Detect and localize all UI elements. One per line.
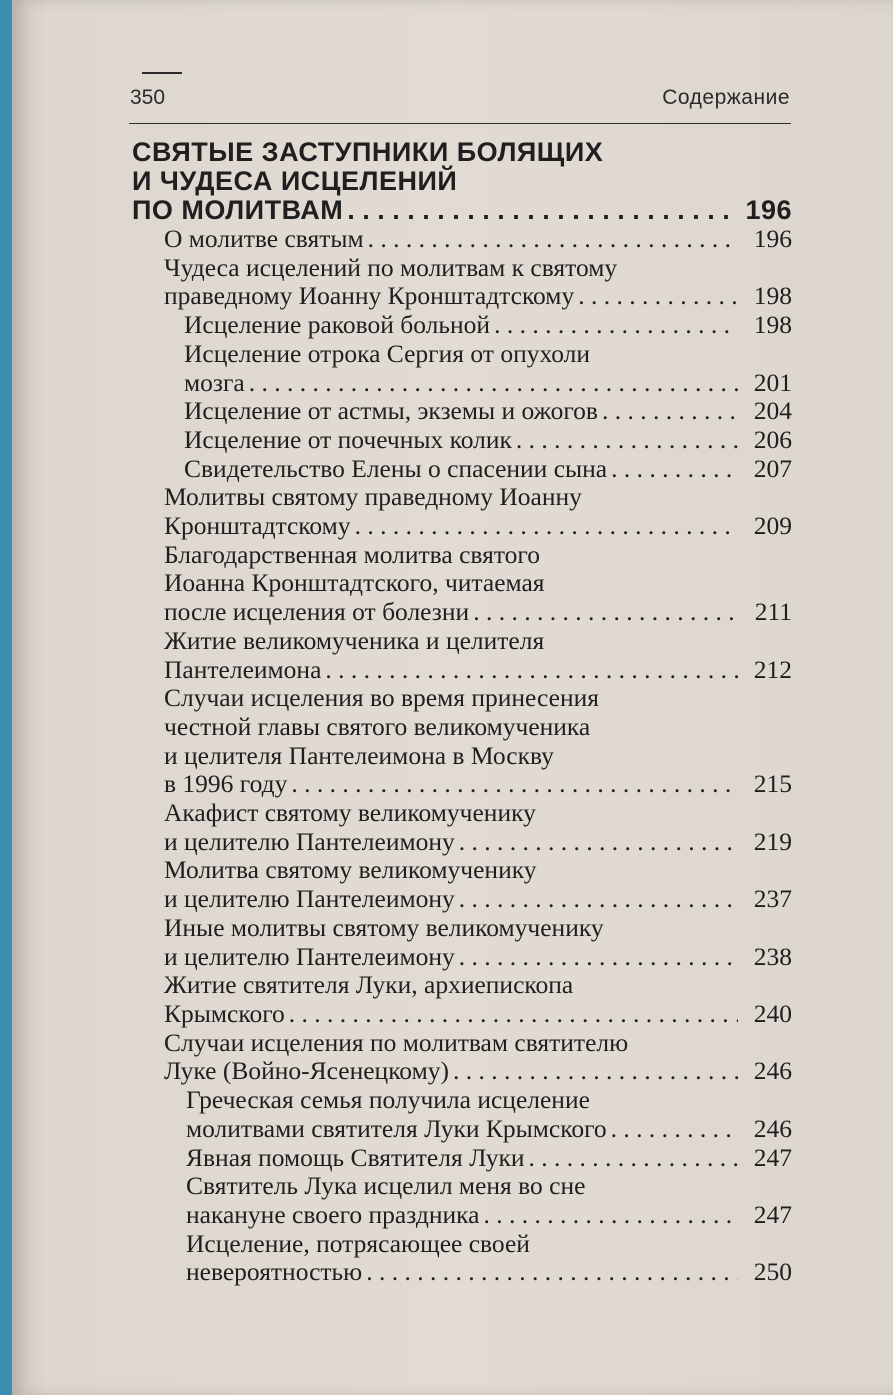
toc-entry-page-number: 215	[753, 769, 792, 799]
toc-entry-text: Житие святителя Луки, архиепископа	[164, 970, 574, 1000]
section-page-number: 196	[745, 195, 792, 225]
toc-entry-page-number: 247	[753, 1199, 792, 1229]
toc-entry-text: Исцеление, потрясающее своей	[186, 1228, 530, 1258]
toc-entry-text: и целителю Пантелеимону	[164, 884, 455, 914]
toc-entry-line	[184, 455, 792, 484]
toc-entry	[132, 541, 792, 627]
toc-entry-page-number: 240	[753, 998, 792, 1028]
toc-entry-line	[164, 971, 792, 1000]
section-title-line: СВЯТЫЕ ЗАСТУПНИКИ БОЛЯЩИХ	[132, 137, 604, 167]
toc-entry	[132, 1230, 792, 1287]
toc-entry-text: в 1996 году	[164, 769, 288, 799]
toc-entry-text: Явная помощь Святителя Луки	[186, 1142, 525, 1172]
toc-entry-line	[164, 856, 792, 885]
toc-entry-text: Крымского	[164, 998, 285, 1028]
toc-entry-text: Случаи исцеления во время принесения	[164, 683, 599, 713]
book-page	[12, 0, 893, 1395]
toc-entry-line	[164, 914, 792, 943]
toc-entry-page-number: 238	[753, 941, 792, 971]
toc-entry-text: мозга	[184, 367, 245, 397]
toc-entry-text: молитвами святителя Луки Крымского	[186, 1113, 607, 1143]
toc-entry-text: невероятностью	[186, 1257, 363, 1287]
toc-entry-page-number: 201	[753, 367, 792, 397]
toc-entry-page-number: 247	[753, 1142, 792, 1172]
toc-entry-line	[184, 340, 792, 369]
toc-entry-text: Исцеление от астмы, экземы и ожогов	[184, 396, 598, 426]
toc-entry-line	[184, 397, 792, 426]
dot-leader	[611, 455, 738, 484]
dot-leader	[366, 1258, 738, 1287]
toc-entry	[132, 483, 792, 540]
toc-entry-text: накануне своего праздника	[186, 1199, 480, 1229]
toc-entry	[132, 856, 792, 913]
toc-entry-line	[164, 1057, 792, 1086]
toc-entry-line	[186, 1230, 792, 1259]
toc-entry-line	[164, 713, 792, 742]
toc-entry-line	[186, 1115, 792, 1144]
toc-entry-text: праведному Иоанну Кронштадтскому	[164, 281, 575, 311]
toc-entry-line	[164, 225, 792, 254]
dot-leader	[325, 656, 738, 685]
toc-entry-text: Молитвы святому праведному Иоанну	[164, 482, 582, 512]
toc-entry-line	[164, 656, 792, 685]
toc-entry	[132, 426, 792, 455]
toc-entry-text: Пантелеимона	[164, 654, 322, 684]
toc-entry-page-number: 198	[753, 281, 792, 311]
toc-entry-line	[164, 1029, 792, 1058]
table-of-contents	[132, 138, 792, 1287]
toc-entry-line	[186, 1172, 792, 1201]
dot-leader	[459, 943, 738, 972]
toc-entry-line	[164, 1000, 792, 1029]
toc-entry-line	[186, 1201, 792, 1230]
toc-entry-page-number: 198	[753, 310, 792, 340]
toc-entry-text: Свидетельство Елены о спасении сына	[184, 453, 608, 483]
dot-leader	[453, 1057, 738, 1086]
toc-entry-page-number: 196	[753, 224, 792, 253]
dot-leader	[459, 885, 738, 914]
toc-entry-text: и целителя Пантелеимона в Москву	[164, 740, 554, 770]
toc-entry-page-number: 219	[753, 826, 792, 856]
toc-entry-page-number: 246	[753, 1113, 792, 1143]
header-rule	[129, 123, 791, 124]
toc-entry-text: Исцеление раковой больной	[184, 310, 491, 340]
dot-leader	[291, 770, 738, 799]
toc-entry	[132, 1144, 792, 1173]
toc-entry-text: Чудеса исцелений по молитвам к святому	[164, 252, 618, 282]
toc-entry-line	[164, 541, 792, 570]
toc-entry-page-number: 250	[753, 1257, 792, 1287]
toc-entry-text: Исцеление отрока Сергия от опухоли	[184, 338, 591, 368]
toc-entry	[132, 455, 792, 484]
toc-entry-line	[184, 426, 792, 455]
toc-entry-line	[164, 598, 792, 627]
toc-entry	[132, 340, 792, 397]
toc-entry-page-number: 206	[753, 424, 792, 454]
toc-entries	[132, 225, 792, 1287]
toc-entry-line	[186, 1086, 792, 1115]
dot-leader	[249, 369, 738, 398]
dot-leader	[289, 1000, 738, 1029]
toc-entry	[132, 397, 792, 426]
toc-entry-line	[164, 943, 792, 972]
toc-entry-line	[184, 369, 792, 398]
dot-leader	[355, 512, 738, 541]
dot-leader	[516, 426, 738, 455]
toc-entry	[132, 1029, 792, 1086]
dot-leader	[602, 397, 738, 426]
section-title-line: ПО МОЛИТВАМ . . . 196	[132, 196, 792, 225]
dot-leader	[483, 1201, 738, 1230]
toc-entry-line	[184, 311, 792, 340]
toc-entry-line	[164, 627, 792, 656]
toc-entry	[132, 254, 792, 311]
header-rule-short	[142, 72, 182, 74]
toc-entry-line	[164, 742, 792, 771]
toc-entry-text: Акафист святому великомученику	[164, 798, 536, 828]
toc-entry-text: Случаи исцеления по молитвам святителю	[164, 1027, 629, 1057]
toc-entry-text: Иные молитвы святому великомученику	[164, 912, 604, 942]
toc-entry-text: честной главы святого великомученика	[164, 711, 591, 741]
toc-section-title	[132, 138, 792, 225]
section-title-line: И ЧУДЕСА ИСЦЕЛЕНИЙ	[132, 166, 458, 196]
toc-entry-line	[186, 1258, 792, 1287]
toc-entry-text: Молитва святому великомученику	[164, 855, 537, 885]
toc-entry-line	[164, 254, 792, 283]
toc-entry-text: и целителю Пантелеимону	[164, 826, 455, 856]
toc-entry-line	[164, 684, 792, 713]
toc-entry-text: Греческая семья получила исцеление	[186, 1085, 590, 1115]
toc-entry-line	[164, 483, 792, 512]
toc-entry-text: Кронштадтскому	[164, 511, 351, 541]
toc-entry-page-number: 211	[754, 597, 792, 627]
toc-entry-page-number: 209	[753, 511, 792, 541]
toc-entry-line	[164, 799, 792, 828]
toc-entry-line	[164, 770, 792, 799]
toc-entry-line	[164, 512, 792, 541]
dot-leader	[459, 828, 738, 857]
toc-entry-text: и целителю Пантелеимону	[164, 941, 455, 971]
page-number: 350	[130, 86, 166, 109]
running-head: Содержание	[662, 86, 790, 109]
toc-entry	[132, 225, 792, 254]
toc-entry	[132, 1172, 792, 1229]
dot-leader	[368, 225, 738, 254]
toc-entry	[132, 311, 792, 340]
toc-entry-text: после исцеления от болезни	[164, 597, 470, 627]
toc-entry	[132, 799, 792, 856]
toc-entry-page-number: 237	[753, 884, 792, 914]
toc-entry	[132, 971, 792, 1028]
toc-entry	[132, 627, 792, 684]
toc-entry-text: Житие великомученика и целителя	[164, 625, 545, 655]
toc-entry-line	[164, 282, 792, 311]
dot-leader	[347, 196, 738, 225]
toc-entry-text: Иоанна Кронштадтского, читаемая	[164, 568, 545, 598]
toc-entry	[132, 1086, 792, 1143]
toc-entry-page-number: 246	[753, 1056, 792, 1086]
dot-leader	[529, 1144, 738, 1173]
toc-entry	[132, 684, 792, 799]
toc-entry-page-number: 207	[753, 453, 792, 483]
dot-leader	[494, 311, 738, 340]
toc-entry-line	[164, 828, 792, 857]
dot-leader	[611, 1115, 738, 1144]
toc-entry-text: О молитве святым	[164, 224, 364, 253]
toc-entry-page-number: 212	[753, 654, 792, 684]
toc-entry-text: Исцеление от почечных колик	[184, 424, 512, 454]
toc-entry	[132, 914, 792, 971]
toc-entry-line	[164, 885, 792, 914]
toc-entry-page-number: 204	[753, 396, 792, 426]
toc-entry-line	[186, 1144, 792, 1173]
dot-leader	[473, 598, 738, 627]
toc-entry-text: Благодарственная молитва святого	[164, 539, 540, 569]
toc-entry-text: Святитель Лука исцелил меня во сне	[186, 1171, 586, 1201]
toc-entry-line	[164, 569, 792, 598]
dot-leader	[578, 282, 738, 311]
toc-entry-text: Луке (Войно-Ясенецкому)	[164, 1056, 449, 1086]
